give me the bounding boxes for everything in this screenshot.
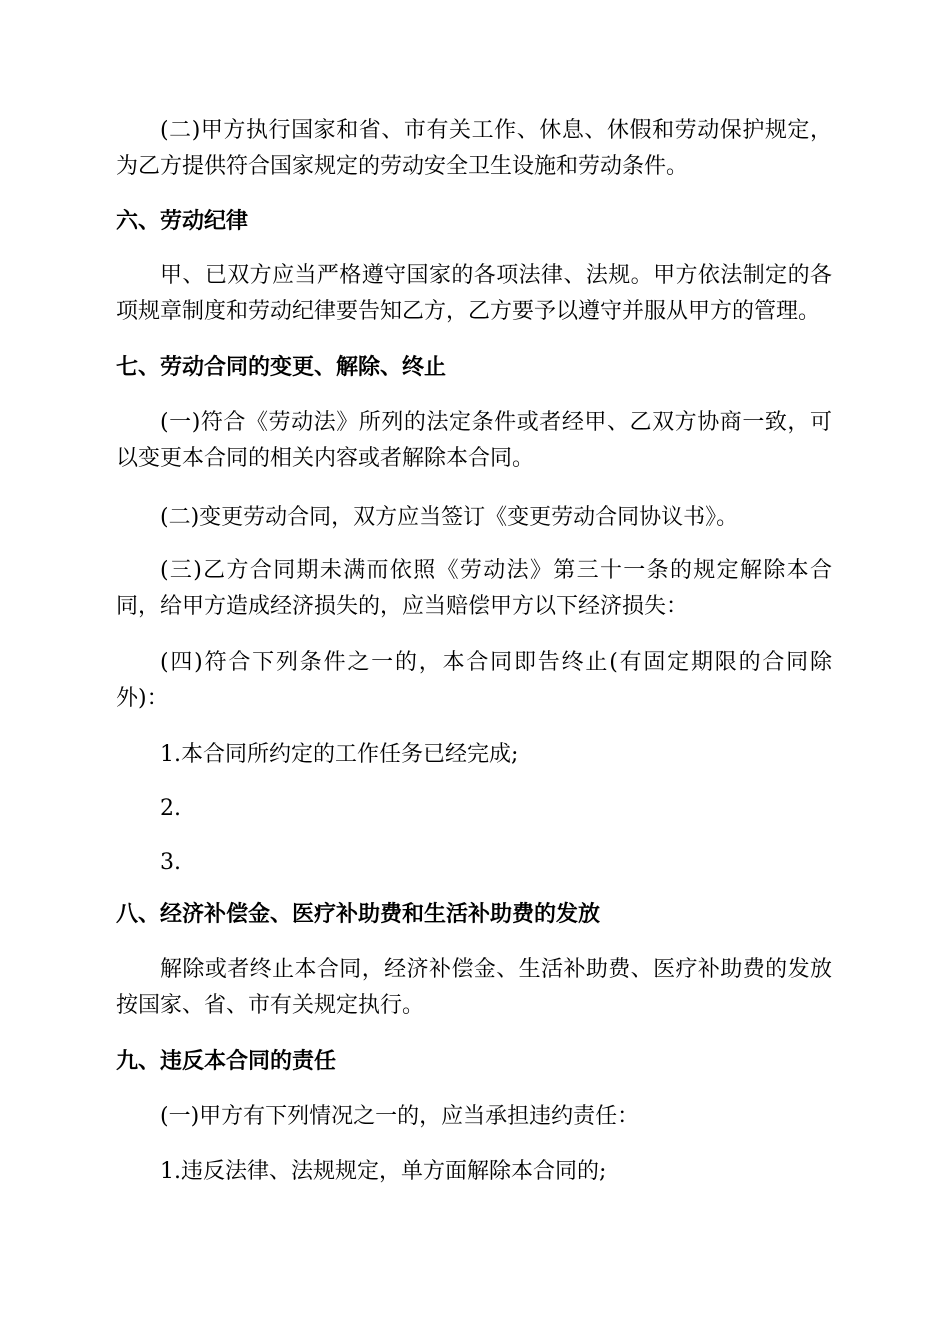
section-heading-liability: 九、违反本合同的责任 — [116, 1049, 337, 1074]
list-item-termination-3: 3. — [160, 850, 181, 875]
list-item-termination-1: 1.本合同所约定的工作任务已经完成; — [160, 742, 519, 767]
section-heading-compensation: 八、经济补偿金、医疗补助费和生活补助费的发放 — [116, 902, 601, 927]
section-heading-labor-discipline: 六、劳动纪律 — [116, 209, 249, 234]
list-item-liability-1: 1.违反法律、法规规定，单方面解除本合同的; — [160, 1159, 607, 1184]
paragraph-contract-change-2: (二)变更劳动合同，双方应当签订《变更劳动合同协议书》。 — [160, 505, 739, 530]
paragraph-compensation: 解除或者终止本合同，经济补偿金、生活补助费、医疗补助费的发放按国家、省、市有关规定执行。 — [116, 957, 832, 1018]
paragraph-contract-change-3: (三)乙方合同期未满而依照《劳动法》第三十一条的规定解除本合同，给甲方造成经济损失的，应当赔偿甲方以下经济损失： — [116, 558, 832, 619]
list-item-termination-2: 2. — [160, 796, 181, 821]
paragraph-labor-discipline: 甲、已双方应当严格遵守国家的各项法律、法规。甲方依法制定的各项规章制度和劳动纪律要告知乙方，乙方要予以遵守并服从甲方的管理。 — [116, 263, 832, 324]
paragraph-employer-rest-protection: (二)甲方执行国家和省、市有关工作、休息、休假和劳动保护规定，为乙方提供符合国家规定的劳动安全卫生设施和劳动条件。 — [116, 118, 832, 179]
paragraph-contract-change-4: (四)符合下列条件之一的，本合同即告终止(有固定期限的合同除外)： — [116, 650, 832, 711]
section-heading-contract-change: 七、劳动合同的变更、解除、终止 — [116, 355, 447, 380]
paragraph-liability-1: (一)甲方有下列情况之一的，应当承担违约责任： — [160, 1104, 640, 1129]
paragraph-contract-change-1: (一)符合《劳动法》所列的法定条件或者经甲、乙双方协商一致，可以变更本合同的相关内容或者解除本合同。 — [116, 410, 832, 471]
